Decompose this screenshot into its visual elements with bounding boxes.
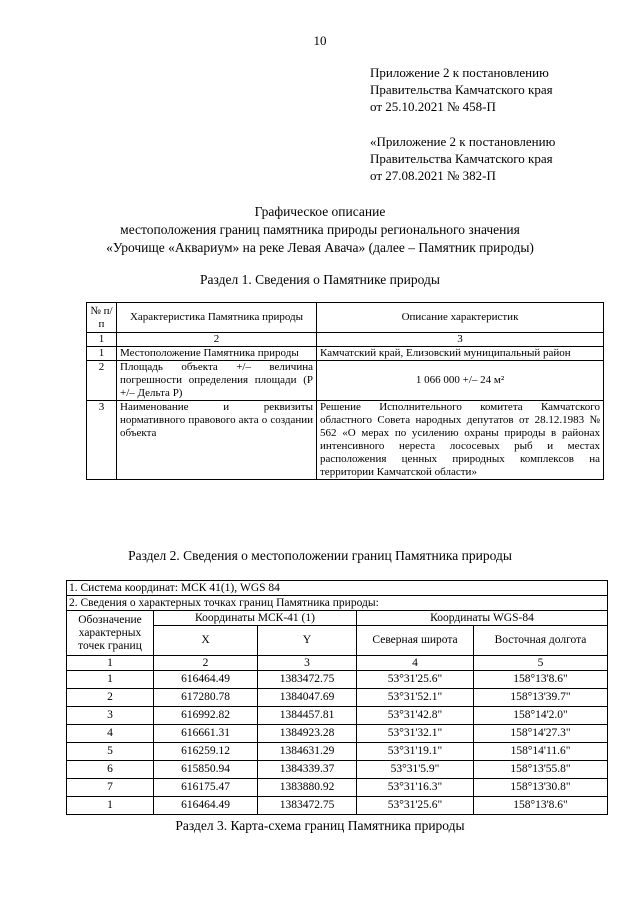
header-y: Y	[258, 626, 357, 656]
appendix-current	[370, 64, 553, 115]
row-number: 3	[87, 401, 117, 480]
characteristic-name: Площадь объекта +/– величина погрешности определения площади (Р +/– Дельта Р)	[117, 361, 317, 401]
column-number: 3	[317, 333, 604, 347]
column-number: 2	[154, 656, 258, 671]
row-number: 2	[87, 361, 117, 401]
point-y: 1384923.28	[258, 725, 357, 743]
section-1-heading: Раздел 1. Сведения о Памятнике природы	[200, 272, 440, 287]
title-line: местоположения границ памятника природы регионального значения	[120, 222, 520, 237]
table-row	[67, 743, 608, 761]
characteristic-value: 1 066 000 +/– 24 м²	[317, 361, 604, 401]
row-number: 1	[87, 347, 117, 361]
header-cell: Характеристика Памятника природы	[117, 303, 317, 333]
point-lon: 158°14'2.0"	[474, 707, 608, 725]
object-info-table	[86, 302, 604, 480]
column-number: 1	[67, 656, 154, 671]
point-x: 615850.94	[154, 761, 258, 779]
point-y: 1383472.75	[258, 671, 357, 689]
header-wgs: Координаты WGS-84	[357, 611, 608, 626]
appendix-previous-line: «Приложение 2 к постановлению	[370, 134, 556, 149]
boundary-points-table	[66, 580, 608, 815]
point-lat: 53°31'52.1"	[357, 689, 474, 707]
point-id: 6	[67, 761, 154, 779]
point-id: 1	[67, 671, 154, 689]
column-number: 5	[474, 656, 608, 671]
point-x: 616464.49	[154, 671, 258, 689]
header-cell: Описание характеристик	[317, 303, 604, 333]
column-number: 3	[258, 656, 357, 671]
point-lon: 158°13'8.6"	[474, 671, 608, 689]
point-lat: 53°31'25.6"	[357, 671, 474, 689]
characteristic-name: Местоположение Памятника природы	[117, 347, 317, 361]
header-lon: Восточная долгота	[474, 626, 608, 656]
point-id: 2	[67, 689, 154, 707]
section-2-heading: Раздел 2. Сведения о местоположении границ Памятника природы	[128, 548, 512, 563]
point-y: 1384631.29	[258, 743, 357, 761]
point-x: 616464.49	[154, 797, 258, 815]
point-lon: 158°13'8.6"	[474, 797, 608, 815]
table-row	[67, 707, 608, 725]
point-y: 1383880.92	[258, 779, 357, 797]
point-lat: 53°31'19.1"	[357, 743, 474, 761]
point-lat: 53°31'5.9"	[357, 761, 474, 779]
page-number: 10	[313, 33, 327, 48]
point-y: 1383472.75	[258, 797, 357, 815]
coord-system-row	[67, 581, 608, 596]
point-lat: 53°31'16.3"	[357, 779, 474, 797]
point-lon: 158°13'55.8"	[474, 761, 608, 779]
coord-system-cell: 1. Система координат: МСК 41(1), WGS 84	[67, 581, 608, 596]
header-cell: № п/п	[87, 303, 117, 333]
point-id: 3	[67, 707, 154, 725]
point-x: 616661.31	[154, 725, 258, 743]
appendix-previous-line: от 27.08.2021 № 382-П	[370, 168, 496, 183]
characteristic-value: Камчатский край, Елизовский муниципальный район	[317, 347, 604, 361]
column-number: 4	[357, 656, 474, 671]
point-x: 617280.78	[154, 689, 258, 707]
document-title	[0, 203, 640, 257]
column-number: 1	[87, 333, 117, 347]
table-row	[67, 725, 608, 743]
table-row	[87, 361, 604, 401]
table-row	[87, 401, 604, 480]
point-id: 1	[67, 797, 154, 815]
title-line: Графическое описание	[254, 204, 386, 219]
table-header-row	[67, 611, 608, 626]
point-lat: 53°31'25.6"	[357, 797, 474, 815]
header-lat: Северная широта	[357, 626, 474, 656]
points-title-cell: 2. Сведения о характерных точках границ Памятника природы:	[67, 596, 608, 611]
point-lon: 158°13'39.7"	[474, 689, 608, 707]
point-lat: 53°31'42.8"	[357, 707, 474, 725]
point-x: 616992.82	[154, 707, 258, 725]
column-number: 2	[117, 333, 317, 347]
column-number-row	[67, 656, 608, 671]
title-line: «Урочище «Аквариум» на реке Левая Авача» (далее – Памятник природы)	[106, 240, 534, 255]
table-row	[67, 671, 608, 689]
appendix-previous	[370, 133, 555, 184]
table-row	[67, 761, 608, 779]
table-row	[67, 797, 608, 815]
point-id: 5	[67, 743, 154, 761]
point-y: 1384047.69	[258, 689, 357, 707]
point-lon: 158°13'30.8"	[474, 779, 608, 797]
characteristic-name: Наименование и реквизиты нормативного правового акта о создании объекта	[117, 401, 317, 480]
column-number-row	[87, 333, 604, 347]
table-row	[67, 779, 608, 797]
point-x: 616175.47	[154, 779, 258, 797]
section-3-heading: Раздел 3. Карта-схема границ Памятника природы	[175, 818, 465, 833]
point-x: 616259.12	[154, 743, 258, 761]
point-y: 1384457.81	[258, 707, 357, 725]
header-designation: Обозначение характерных точек границ	[67, 611, 154, 656]
table-row	[67, 689, 608, 707]
appendix-previous-line: Правительства Камчатского края	[370, 151, 553, 166]
appendix-current-line: от 25.10.2021 № 458-П	[370, 99, 496, 114]
characteristic-value: Решение Исполнительного комитета Камчатского областного Совета народных депутатов от 28.12.1983 № 562 «О мерах по усилению охраны природы в районах интенсивного нереста лососевых рыб и местах расположения ценных природных комплексов на территории Камчатской области»	[317, 401, 604, 480]
table-header-row	[87, 303, 604, 333]
point-lon: 158°14'27.3"	[474, 725, 608, 743]
appendix-current-line: Приложение 2 к постановлению	[370, 65, 549, 80]
header-msk: Координаты МСК-41 (1)	[154, 611, 357, 626]
point-id: 4	[67, 725, 154, 743]
point-id: 7	[67, 779, 154, 797]
point-lon: 158°14'11.6"	[474, 743, 608, 761]
point-y: 1384339.37	[258, 761, 357, 779]
table-row	[87, 347, 604, 361]
appendix-current-line: Правительства Камчатского края	[370, 82, 553, 97]
header-x: X	[154, 626, 258, 656]
points-title-row	[67, 596, 608, 611]
point-lat: 53°31'32.1"	[357, 725, 474, 743]
